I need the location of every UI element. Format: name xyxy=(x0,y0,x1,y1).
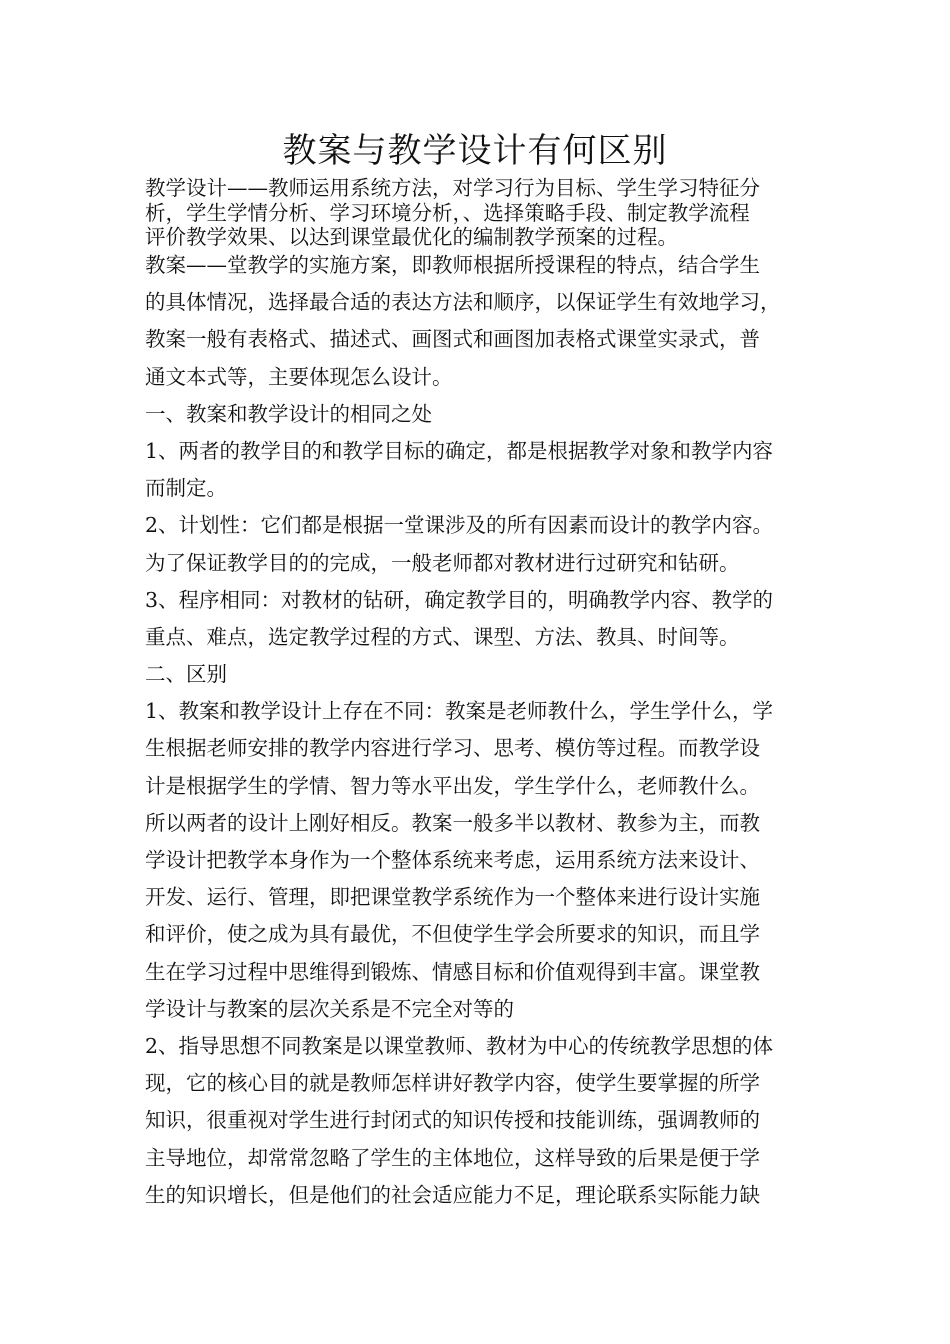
text-line: 学设计与教案的层次关系是不完全对等的 xyxy=(145,996,514,1021)
text-line: 而制定。 xyxy=(145,476,227,501)
text-line: 通文本式等，主要体现怎么设计。 xyxy=(145,364,453,389)
text-line: 现，它的核心目的就是教师怎样讲好教学内容，使学生要掌握的所学 xyxy=(145,1071,760,1096)
text-line: 3、程序相同：对教材的钻研，确定教学目的，明确教学内容、教学的 xyxy=(145,587,774,612)
text-line: 教案一般有表格式、描述式、画图式和画图加表格式课堂实录式，普 xyxy=(145,327,760,352)
text-line: 析，学生学情分析、学习环境分析，、选择策略手段、制定教学流程 xyxy=(145,200,750,225)
text-line: 2、计划性：它们都是根据一堂课涉及的所有因素而设计的教学内容。 xyxy=(145,513,774,538)
text-line: 和评价，使之成为具有最优，不但使学生学会所要求的知识，而且学 xyxy=(145,922,760,947)
text-line: 为了保证教学目的的完成，一般老师都对教材进行过研究和钻研。 xyxy=(145,550,740,575)
text-line: 评价教学效果、以达到课堂最优化的编制教学预案的过程。 xyxy=(145,225,678,249)
section-heading: 二、区别 xyxy=(145,662,227,687)
body-text xyxy=(145,247,810,1214)
text-line: 知识，很重视对学生进行封闭式的知识传授和技能训练，强调教师的 xyxy=(145,1108,760,1133)
document-title: 教案与教学设计有何区别 xyxy=(282,131,668,171)
text-line: 生的知识增长，但是他们的社会适应能力不足，理论联系实际能力缺 xyxy=(145,1182,760,1207)
text-line: 所以两者的设计上刚好相反。教案一般多半以教材、教参为主，而教 xyxy=(145,810,760,835)
text-line: 重点、难点，选定教学过程的方式、课型、方法、教具、时间等。 xyxy=(145,624,740,649)
text-line: 2、指导思想不同教案是以课堂教师、教材为中心的传统教学思想的体 xyxy=(145,1033,774,1058)
text-line: 生根据老师安排的教学内容进行学习、思考、模仿等过程。而教学设 xyxy=(145,736,760,761)
text-line: 的具体情况，选择最合适的表达方法和顺序，以保证学生有效地学习， xyxy=(145,290,781,315)
text-line: 学设计把教学本身作为一个整体系统来考虑，运用系统方法来设计、 xyxy=(145,848,760,872)
text-line: 计是根据学生的学情、智力等水平出发，学生学什么，老师教什么。 xyxy=(145,773,760,798)
text-line: 主导地位，却常常忽略了学生的主体地位，这样导致的后果是便于学 xyxy=(145,1145,760,1170)
intro-paragraph xyxy=(145,176,810,250)
text-line: 教学设计——教师运用系统方法，对学习行为目标、学生学习特征分 xyxy=(145,176,760,200)
section-heading: 一、教案和教学设计的相同之处 xyxy=(145,401,432,426)
text-line: 开发、运行、管理，即把课堂教学系统作为一个整体来进行设计实施 xyxy=(145,885,760,910)
text-line: 教案——堂教学的实施方案，即教师根据所授课程的特点，结合学生 xyxy=(145,253,760,277)
text-line: 1、教案和教学设计上存在不同：教案是老师教什么，学生学什么，学 xyxy=(145,699,774,724)
text-line: 生在学习过程中思维得到锻炼、情感目标和价值观得到丰富。课堂教 xyxy=(145,959,760,984)
text-line: 1、两者的教学目的和教学目标的确定，都是根据教学对象和教学内容 xyxy=(145,438,774,463)
